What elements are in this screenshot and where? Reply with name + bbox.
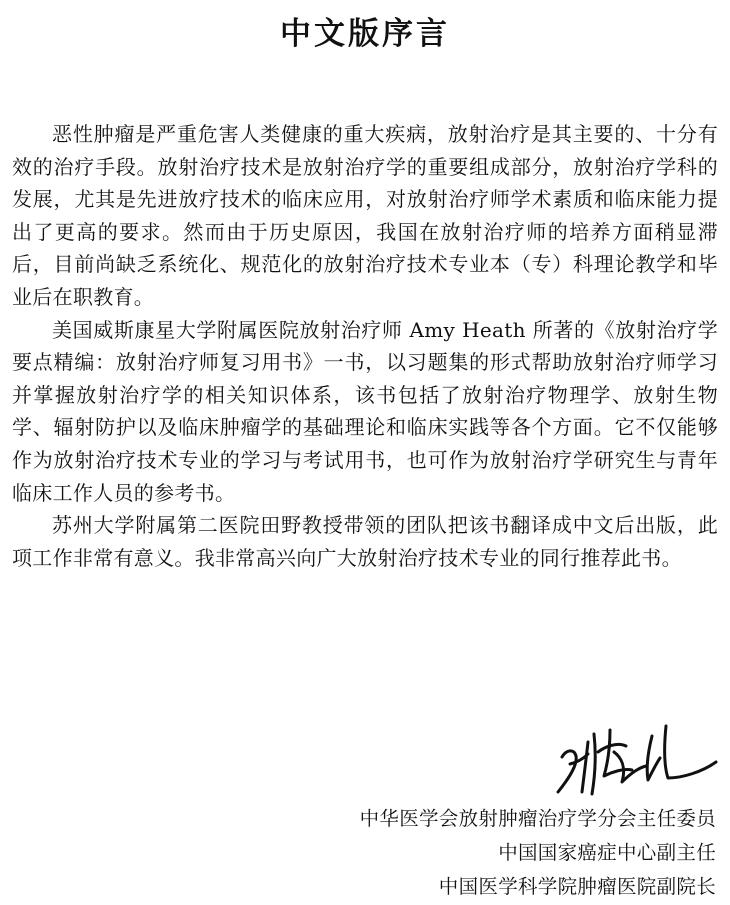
paragraph-3: 苏州大学附属第二医院田野教授带领的团队把该书翻译成中文后出版，此项工作非常有意义。我非常高兴向广大放射治疗技术专业的同行推荐此书。 xyxy=(12,513,718,570)
paragraph-1: 恶性肿瘤是严重危害人类健康的重大疾病，放射治疗是其主要的、十分有效的治疗手段。放射治疗技术是放射治疗学的重要组成部分，放射治疗学科的发展，尤其是先进放疗技术的临床应用，对放射治疗师学术素质和临床能力提出了更高的要求。然而由于历史原因，我国在放射治疗师的培养方面稍显滞后，目前尚缺乏系统化、规范化的放射治疗技术专业本（专）科理论教学和毕业后在职教育。 xyxy=(12,122,718,309)
preface-body xyxy=(12,118,718,574)
paragraph-2: 美国威斯康星大学附属医院放射治疗师 Amy Heath 所著的《放射治疗学要点精编：放射治疗师复习用书》一书，以习题集的形式帮助放射治疗师学习并掌握放射治疗学的相关知识体系，该书包括了放射治疗物理学、放射生物学、辐射防护以及临床肿瘤学的基础理论和临床实践等各个方面。它不仅能够作为放射治疗技术专业的学习与考试用书，也可作为放射治疗学研究生与青年临床工作人员的参考书。 xyxy=(12,317,718,505)
affiliation-line: 中国医学科学院肿瘤医院副院长 xyxy=(438,875,716,898)
affiliation-line: 中国国家癌症中心副主任 xyxy=(498,841,716,864)
handwritten-signature xyxy=(552,712,722,804)
affiliation-line: 中华医学会放射肿瘤治疗学分会主任委员 xyxy=(359,807,716,830)
author-affiliations xyxy=(360,802,716,904)
page-title: 中文版序言 xyxy=(280,16,450,52)
